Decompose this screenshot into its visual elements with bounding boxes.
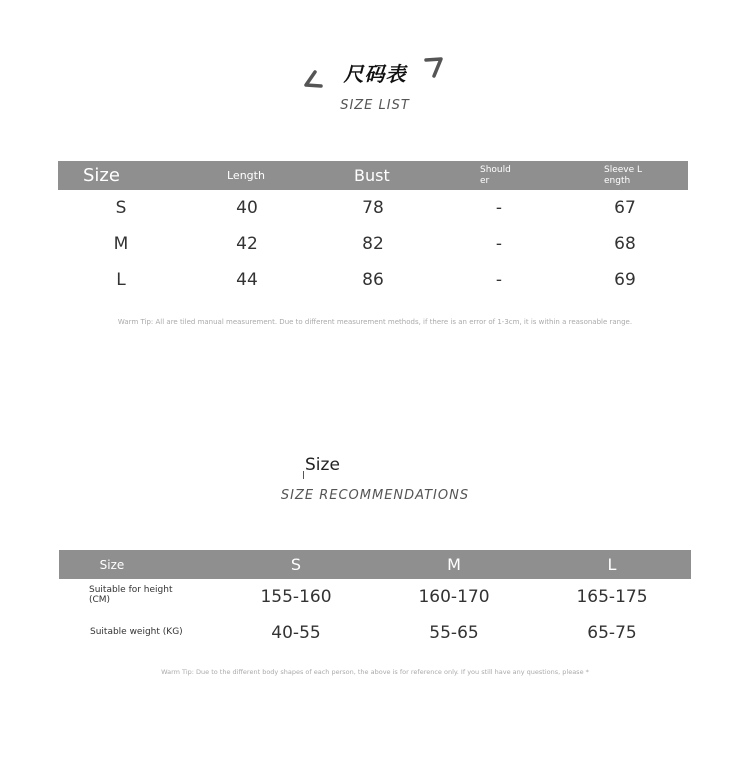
cell-s: 40-55: [271, 623, 321, 643]
cell-size: L: [116, 270, 126, 290]
cell-length: 44: [236, 270, 258, 290]
header-m: M: [447, 555, 461, 574]
header-size: Size: [99, 557, 125, 572]
header-size: Size: [83, 165, 120, 186]
row-label-weight-line1: Suitable weight (KG): [90, 627, 183, 637]
cell-l: 65-75: [587, 623, 637, 643]
cell-shoulder: -: [495, 234, 503, 254]
header-l: L: [607, 555, 617, 574]
row-label-height-line1: Suitable for height: [89, 585, 173, 595]
recommendation-table-header: [59, 550, 691, 579]
cell-sleeve: 69: [614, 270, 636, 290]
header-sleeve-line2: ength: [604, 175, 631, 186]
cell-l: 165-175: [576, 587, 648, 607]
header-shoulder-line2: er: [480, 175, 490, 186]
cell-bust: 82: [362, 234, 384, 254]
header-bust: Bust: [354, 166, 390, 185]
cell-size: M: [113, 234, 129, 254]
measurement-tip: Warm Tip: All are tiled manual measurement. Due to different measurement methods, if there is an error of 1-3cm, it is within a reasonable range.: [117, 318, 633, 326]
cell-shoulder: -: [495, 198, 503, 218]
cell-sleeve: 67: [614, 198, 636, 218]
cell-size: S: [115, 198, 127, 218]
right-bracket-decoration: [424, 56, 444, 80]
cell-bust: 78: [362, 198, 384, 218]
cell-sleeve: 68: [614, 234, 636, 254]
header-sleeve-line1: Sleeve L: [604, 164, 643, 175]
size-recommendations-subtitle: SIZE RECOMMENDATIONS: [280, 488, 470, 503]
row-label-weight: [90, 627, 183, 637]
recommendation-tip: Warm Tip: Due to the different body shapes of each person, the above is for reference only. If you still have any questions, please *: [161, 668, 589, 676]
cell-m: 160-170: [418, 587, 490, 607]
row-label-height-line2: (CM): [89, 595, 111, 605]
size-chart-title: 尺码表: [343, 62, 407, 86]
header-shoulder: [480, 161, 511, 190]
cell-m: 55-65: [429, 623, 479, 643]
header-length: Length: [227, 169, 265, 182]
size-recommendations-title: Size: [305, 455, 340, 475]
size-table-header: [58, 161, 688, 190]
cell-length: 40: [236, 198, 258, 218]
header-sleeve: [604, 161, 642, 190]
cell-s: 155-160: [260, 587, 332, 607]
cell-bust: 86: [362, 270, 384, 290]
title-mark: [303, 471, 304, 479]
header-s: S: [290, 555, 302, 574]
size-list-subtitle: SIZE LIST: [340, 98, 410, 113]
header-shoulder-line1: Should: [480, 164, 511, 175]
cell-length: 42: [236, 234, 258, 254]
cell-shoulder: -: [495, 270, 503, 290]
row-label-height: [89, 585, 173, 605]
